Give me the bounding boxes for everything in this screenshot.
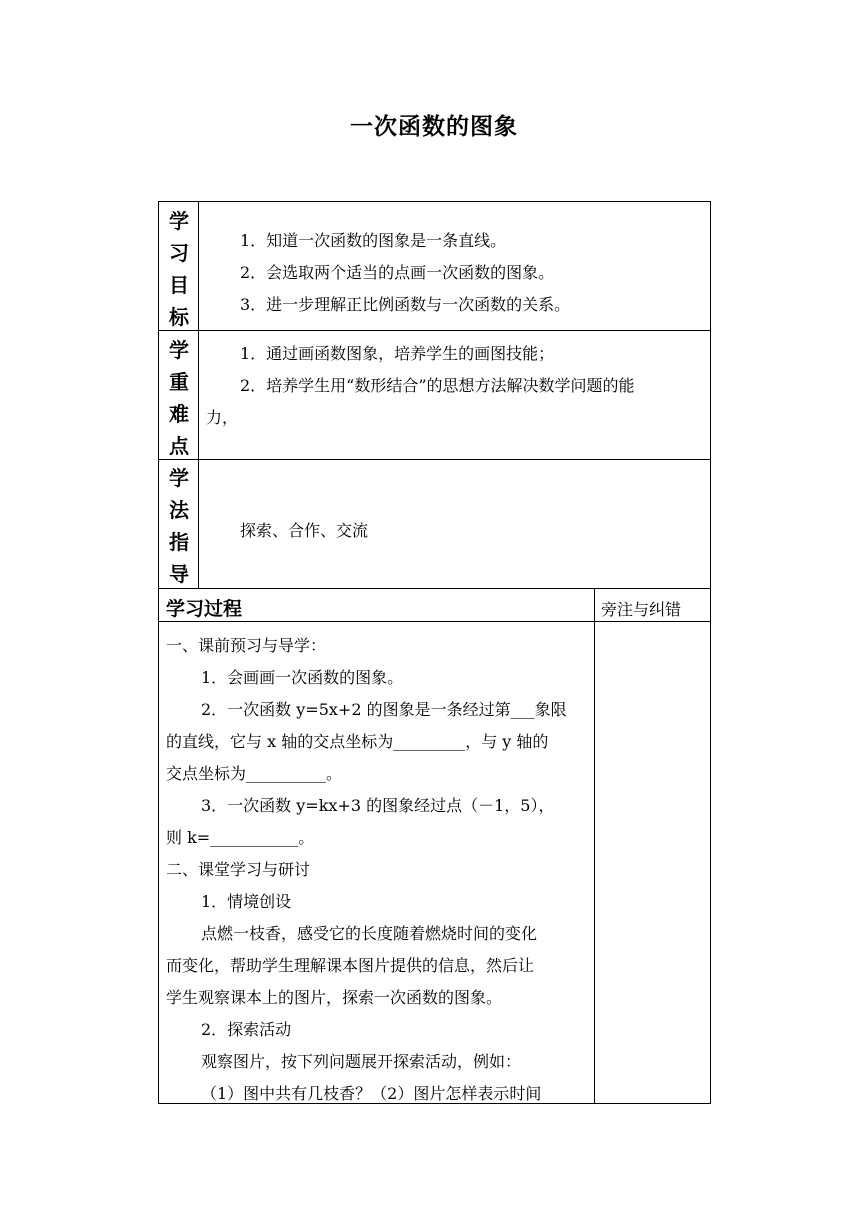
key-points-label-char: 重 xyxy=(169,370,189,394)
process-line: 学生观察课本上的图片，探索一次函数的图象。 xyxy=(166,988,503,1007)
goal-item: 1．知道一次函数的图象是一条直线。 xyxy=(240,231,507,250)
process-line: 一、课前预习与导学： xyxy=(166,636,327,655)
process-line: 的直线，它与 x 轴的交点坐标为_________，与 y 轴的 xyxy=(166,732,549,751)
process-line: 2．探索活动 xyxy=(201,1020,292,1039)
label-column-divider xyxy=(198,201,199,588)
key-point-item: 1．通过画函数图象，培养学生的画图技能； xyxy=(240,344,555,363)
process-line: （1）图中共有几枝香？（2）图片怎样表示时间 xyxy=(201,1084,542,1103)
key-points-label xyxy=(160,334,198,462)
process-line: 则 k=___________。 xyxy=(166,828,315,847)
goal-item: 3．进一步理解正比例函数与一次函数的关系。 xyxy=(240,295,571,314)
process-line: 3．一次函数 y=kx+3 的图象经过点（－1，5）， xyxy=(201,796,555,815)
row-divider-2 xyxy=(158,459,711,460)
document-title: 一次函数的图象 xyxy=(350,113,518,140)
key-points-label-char: 难 xyxy=(169,402,189,426)
key-point-item: 力， xyxy=(206,408,239,427)
process-line: 1．情境创设 xyxy=(201,892,292,911)
goals-label-char: 标 xyxy=(169,305,189,329)
method-label-char: 法 xyxy=(169,498,189,522)
process-line: 1．会画画一次函数的图象。 xyxy=(201,668,404,687)
goal-item: 2．会选取两个适当的点画一次函数的图象。 xyxy=(240,263,555,282)
process-line: 二、课堂学习与研讨 xyxy=(166,860,311,879)
method-label-char: 学 xyxy=(169,466,189,490)
process-line: 点燃一枝香，感受它的长度随着燃烧时间的变化 xyxy=(201,924,538,943)
process-line: 观察图片，按下列问题展开探索活动，例如： xyxy=(201,1052,522,1071)
row-divider-3 xyxy=(158,588,711,589)
row-divider-4 xyxy=(158,621,711,622)
process-line: 交点坐标为__________。 xyxy=(166,764,343,783)
process-line: 2．一次函数 y=5x+2 的图象是一条经过第___象限 xyxy=(201,700,567,719)
method-text: 探索、合作、交流 xyxy=(240,521,369,540)
process-header: 学习过程 xyxy=(166,598,243,620)
method-label-char: 导 xyxy=(169,562,189,586)
side-column-divider xyxy=(594,588,595,1104)
goals-label-char: 学 xyxy=(169,209,189,233)
row-divider-1 xyxy=(158,330,711,331)
side-note-header: 旁注与纠错 xyxy=(601,600,682,619)
method-label-char: 指 xyxy=(169,530,189,554)
goals-label-char: 目 xyxy=(169,273,189,297)
process-line: 而变化，帮助学生理解课本图片提供的信息，然后让 xyxy=(166,956,535,975)
goals-label-char: 习 xyxy=(169,241,189,265)
key-points-label-char: 学 xyxy=(169,338,189,362)
method-label xyxy=(160,462,198,590)
key-points-label-char: 点 xyxy=(169,434,189,458)
key-point-item: 2．培养学生用“数形结合”的思想方法解决数学问题的能 xyxy=(240,376,635,395)
goals-label xyxy=(160,205,198,333)
